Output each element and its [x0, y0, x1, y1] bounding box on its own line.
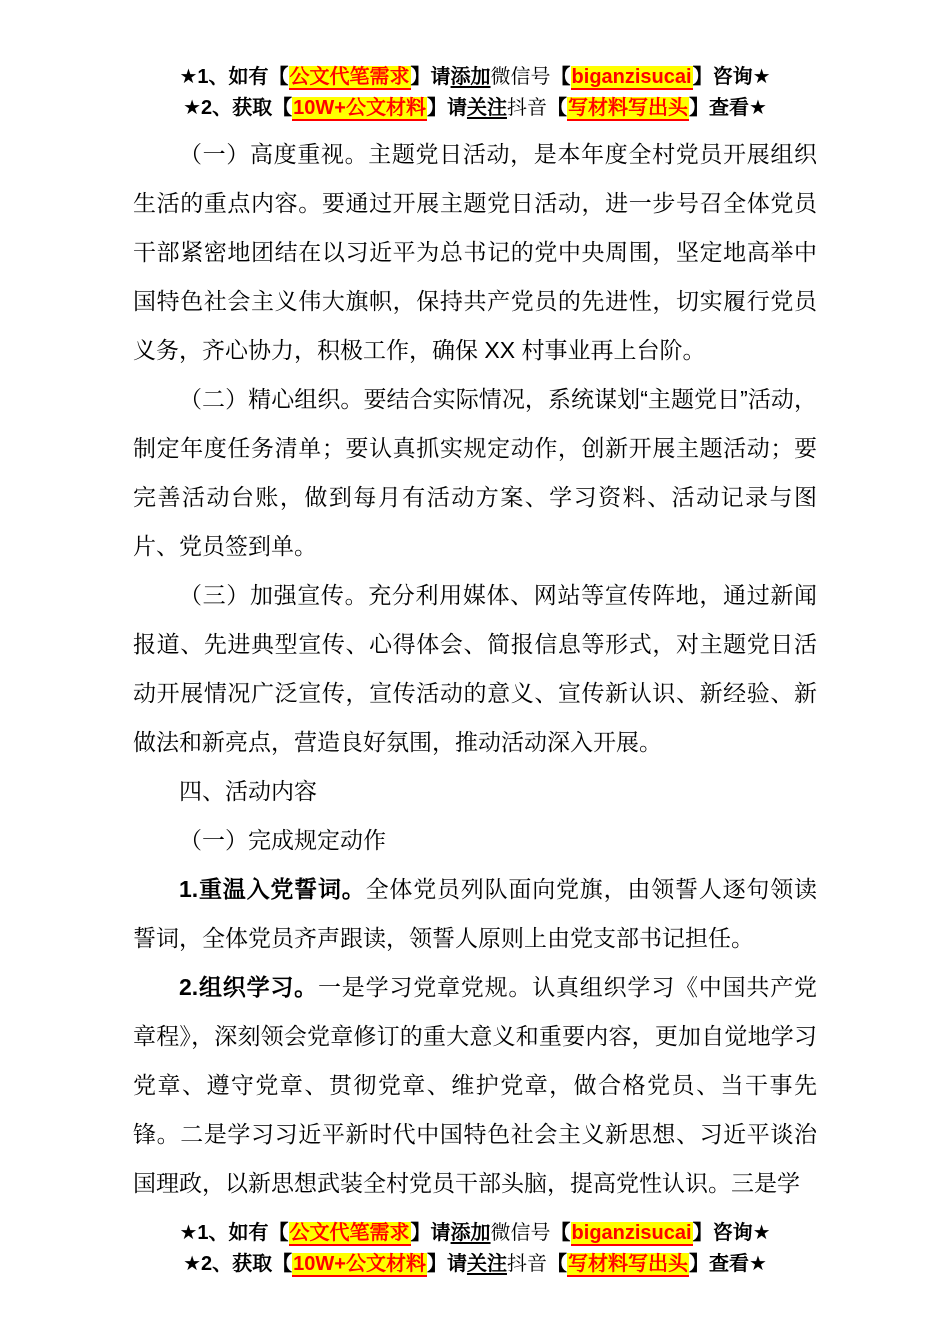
bracket-close-2: 】请 — [426, 97, 467, 119]
star-prefix-1: ★1、如有【 — [179, 1222, 289, 1244]
para-organize-study: 2.组织学习。一是学习党章党规。认真组织学习《中国共产党章程》，深刻领会党章修订的重大意义和重要内容，更加自觉地学习党章、遵守党章、贯彻党章、维护党章，做合格党员、当干事先锋。二是学习习近平新时代中国特色社会主义新思想、习近平谈治国理政，以新思想武装全村党员干部头脑，提高党性认识。三是学 — [133, 974, 818, 1196]
follow-action-underlined: 关注 — [466, 1253, 507, 1275]
heading-4-activity-content: 四、活动内容 — [179, 778, 317, 804]
promo-line-douyin — [133, 1249, 817, 1280]
add-action-underlined: 添加 — [450, 66, 491, 88]
bracket-open-2: 【 — [546, 1253, 567, 1275]
bracket-close-2: 】请 — [426, 1253, 467, 1275]
star-prefix-2: ★2、获取【 — [183, 1253, 293, 1275]
consult-suffix-1: 】咨询★ — [692, 66, 771, 88]
douyin-label: 抖音 — [506, 97, 547, 119]
view-suffix-2: 】查看★ — [688, 97, 767, 119]
bracket-open-1: 【 — [550, 66, 571, 88]
para-organize-study-lead: 2.组织学习。 — [179, 974, 318, 1000]
promo-footer — [133, 1218, 817, 1280]
promo-line-wechat — [133, 62, 817, 93]
promo-header — [133, 62, 817, 124]
douyin-label: 抖音 — [506, 1253, 547, 1275]
para-2-careful-organization: （二）精心组织。要结合实际情况，系统谋划“主题党日”活动，制定年度任务清单；要认真抓实规定动作，创新开展主题活动；要完善活动台账，做到每月有活动方案、学习资料、活动记录与图片、党员签到单。 — [133, 386, 817, 559]
add-action-underlined: 添加 — [450, 1222, 491, 1244]
para-1-attach-importance: （一）高度重视。主题党日活动，是本年度全村党员开展组织生活的重点内容。要通过开展主题党日活动，进一步号召全体党员干部紧密地团结在以习近平为总书记的党中央周围，坚定地高举中国特色社会主义伟大旗帜，保持共产党员的先进性，切实履行党员义务，齐心协力，积极工作，确保 XX 村事业再上台阶。 — [133, 141, 817, 363]
heading-complete-required-actions: （一）完成规定动作 — [179, 827, 386, 853]
bracket-open-1: 【 — [550, 1222, 571, 1244]
material-tag-highlight: 10W+公文材料 — [293, 97, 426, 119]
wechat-id-highlight: biganzisucai — [571, 66, 692, 88]
material-tag-highlight: 10W+公文材料 — [293, 1253, 426, 1275]
document-body — [133, 130, 817, 1208]
promo-line-douyin — [133, 93, 817, 124]
view-suffix-2: 】查看★ — [688, 1253, 767, 1275]
consult-suffix-1: 】咨询★ — [692, 1222, 771, 1244]
para-oath-review-lead: 1.重温入党誓词。 — [179, 876, 366, 902]
promo-line-wechat — [133, 1218, 817, 1249]
para-oath-review: 1.重温入党誓词。全体党员列队面向党旗，由领誓人逐句领读誓词，全体党员齐声跟读，领誓人原则上由党支部书记担任。 — [133, 876, 818, 951]
wechat-label: 微信号 — [490, 1222, 551, 1244]
bracket-close-1: 】请 — [410, 66, 451, 88]
service-tag-highlight: 公文代笔需求 — [289, 66, 410, 88]
douyin-id-highlight: 写材料写出头 — [567, 97, 688, 119]
wechat-label: 微信号 — [490, 66, 551, 88]
bracket-close-1: 】请 — [410, 1222, 451, 1244]
para-3-strengthen-publicity: （三）加强宣传。充分利用媒体、网站等宣传阵地，通过新闻报道、先进典型宣传、心得体会、简报信息等形式，对主题党日活动开展情况广泛宣传，宣传活动的意义、宣传新认识、新经验、新做法和新亮点，营造良好氛围，推动活动深入开展。 — [133, 582, 817, 755]
follow-action-underlined: 关注 — [466, 97, 507, 119]
star-prefix-2: ★2、获取【 — [183, 97, 293, 119]
douyin-id-highlight: 写材料写出头 — [567, 1253, 688, 1275]
wechat-id-highlight: biganzisucai — [571, 1222, 692, 1244]
service-tag-highlight: 公文代笔需求 — [289, 1222, 410, 1244]
star-prefix-1: ★1、如有【 — [179, 66, 289, 88]
bracket-open-2: 【 — [546, 97, 567, 119]
